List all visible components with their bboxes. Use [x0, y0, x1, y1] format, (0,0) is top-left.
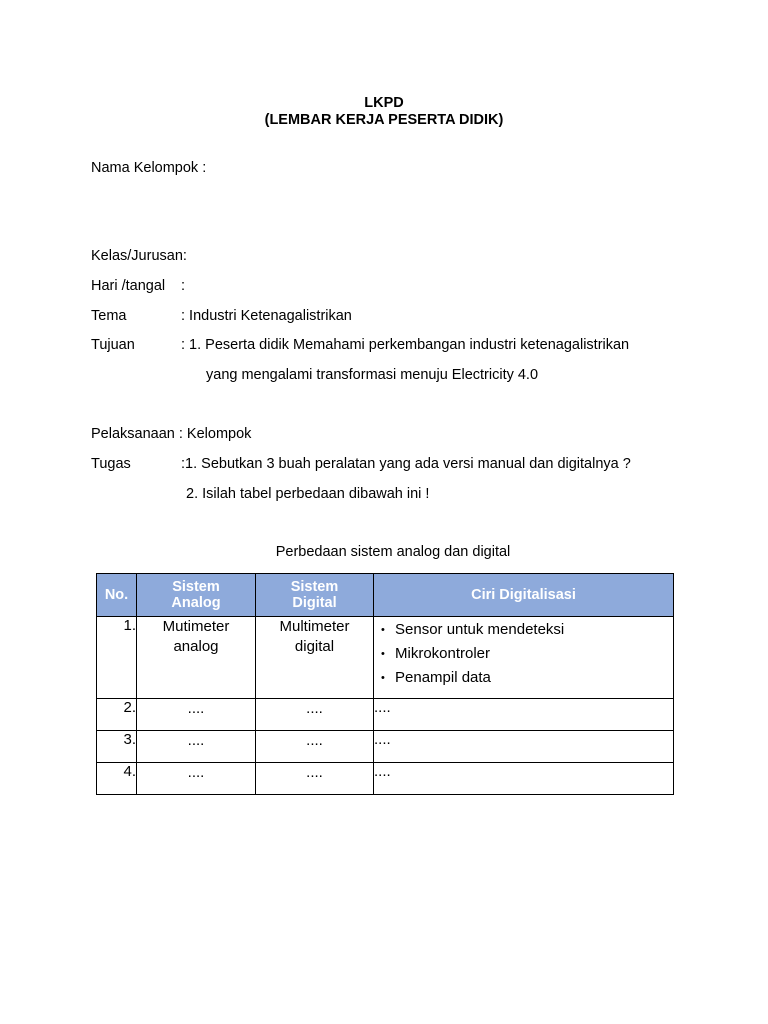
table-row [97, 617, 674, 699]
bullet-icon: • [381, 672, 385, 684]
table-row [97, 731, 674, 763]
bullet-icon: • [381, 624, 385, 636]
row-number: 1. [97, 617, 137, 699]
header-no: No. [97, 574, 137, 617]
header-sistem-analog [137, 574, 256, 617]
hari-tangal-value: : [181, 278, 186, 294]
cell-ciri: .... [374, 699, 674, 731]
doc-title: LKPD [364, 95, 404, 111]
tugas-line-2: 2. Isilah tabel perbedaan dibawah ini ! [186, 486, 430, 502]
cell-ciri: .... [374, 731, 674, 763]
list-item [381, 664, 673, 692]
tujuan-label: Tujuan [91, 337, 135, 353]
row-number: 4. [97, 763, 137, 795]
bullet-icon: • [381, 648, 385, 660]
header-sistem-digital [256, 574, 374, 617]
header-digital-line-2: Digital [292, 595, 337, 611]
header-digital-line-1: Sistem [290, 579, 339, 595]
cell-digital-line-1: Multimeter [279, 618, 350, 635]
tema-label: Tema [91, 308, 127, 324]
cell-analog [137, 617, 256, 699]
list-item-text: Penampil data [395, 669, 491, 686]
cell-analog-line-2: analog [173, 638, 219, 655]
kelas-jurusan-label: Kelas/Jurusan: [91, 248, 187, 264]
pelaksanaan-label: Pelaksanaan : Kelompok [91, 426, 252, 442]
doc-subtitle: (LEMBAR KERJA PESERTA DIDIK) [264, 112, 504, 128]
cell-analog-line-1: Mutimeter [162, 618, 230, 635]
table-row [97, 699, 674, 731]
tugas-label: Tugas [91, 456, 131, 472]
tema-value: : Industri Ketenagalistrikan [181, 308, 352, 324]
hari-tangal-label: Hari /tangal [91, 278, 166, 294]
cell-analog: .... [137, 731, 256, 763]
cell-digital: .... [256, 763, 374, 795]
cell-ciri: .... [374, 763, 674, 795]
row-number: 3. [97, 731, 137, 763]
row-number: 2. [97, 699, 137, 731]
cell-analog: .... [137, 763, 256, 795]
header-analog-line-1: Sistem [172, 579, 220, 595]
tugas-line-1: :1. Sebutkan 3 buah peralatan yang ada versi manual dan digitalnya ? [181, 456, 631, 472]
ciri-bullet-list [374, 616, 673, 692]
list-item-text: Sensor untuk mendeteksi [395, 621, 565, 638]
tujuan-line-1: : 1. Peserta didik Memahami perkembangan industri ketenagalistrikan [181, 337, 630, 353]
nama-kelompok-label: Nama Kelompok : [91, 160, 207, 176]
cell-analog: .... [137, 699, 256, 731]
header-ciri-digitalisasi: Ciri Digitalisasi [374, 574, 674, 617]
table-row [97, 763, 674, 795]
comparison-table [96, 573, 674, 795]
cell-digital [256, 617, 374, 699]
cell-digital: .... [256, 731, 374, 763]
header-analog-line-2: Analog [171, 595, 221, 611]
tujuan-line-2: yang mengalami transformasi menuju Electricity 4.0 [206, 367, 539, 383]
table-caption: Perbedaan sistem analog dan digital [275, 544, 511, 560]
table-header-row [97, 574, 674, 617]
cell-ciri [374, 617, 674, 699]
list-item-text: Mikrokontroler [395, 645, 491, 662]
cell-digital: .... [256, 699, 374, 731]
cell-digital-line-2: digital [294, 638, 335, 655]
